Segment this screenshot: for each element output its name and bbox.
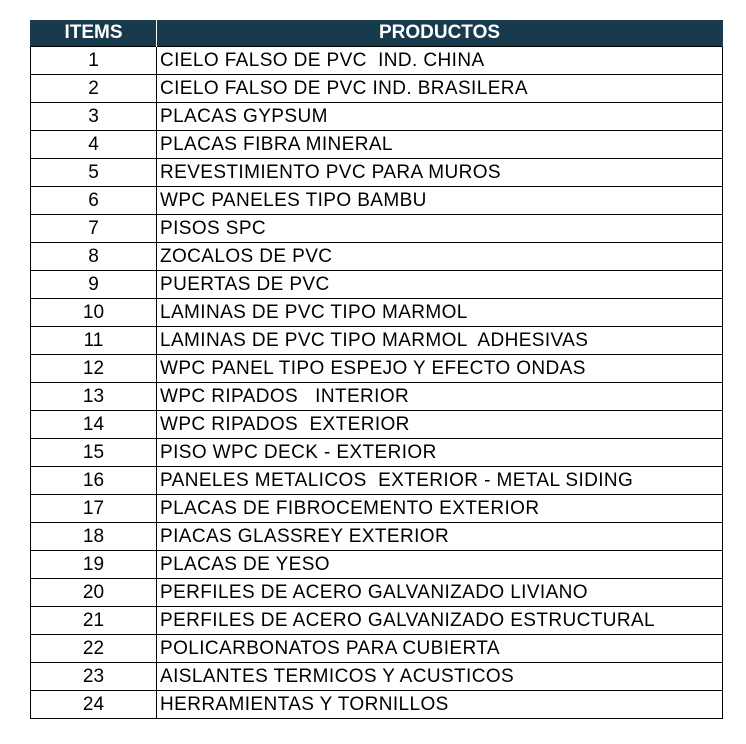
item-number-cell: 7 — [31, 215, 157, 243]
item-number-cell: 19 — [31, 551, 157, 579]
table-row — [31, 467, 723, 495]
product-name-cell: REVESTIMIENTO PVC PARA MUROS — [157, 159, 723, 187]
item-number-cell: 22 — [31, 635, 157, 663]
products-table — [30, 20, 723, 719]
product-name-cell: PLACAS GYPSUM — [157, 103, 723, 131]
table-row — [31, 159, 723, 187]
item-number-cell: 10 — [31, 299, 157, 327]
header-row — [31, 20, 723, 47]
table-row — [31, 355, 723, 383]
item-number-cell: 5 — [31, 159, 157, 187]
table-row — [31, 243, 723, 271]
table-row — [31, 131, 723, 159]
table-row — [31, 75, 723, 103]
item-number-cell: 18 — [31, 523, 157, 551]
table-row — [31, 103, 723, 131]
product-name-cell: PIACAS GLASSREY EXTERIOR — [157, 523, 723, 551]
items-column-header: ITEMS — [31, 20, 157, 47]
table-row — [31, 411, 723, 439]
table-row — [31, 551, 723, 579]
item-number-cell: 21 — [31, 607, 157, 635]
product-name-cell: POLICARBONATOS PARA CUBIERTA — [157, 635, 723, 663]
item-number-cell: 4 — [31, 131, 157, 159]
product-name-cell: WPC RIPADOS INTERIOR — [157, 383, 723, 411]
item-number-cell: 3 — [31, 103, 157, 131]
product-name-cell: CIELO FALSO DE PVC IND. BRASILERA — [157, 75, 723, 103]
item-number-cell: 15 — [31, 439, 157, 467]
table-row — [31, 383, 723, 411]
item-number-cell: 9 — [31, 271, 157, 299]
table-row — [31, 607, 723, 635]
table-row — [31, 691, 723, 719]
table-row — [31, 271, 723, 299]
item-number-cell: 2 — [31, 75, 157, 103]
product-name-cell: ZOCALOS DE PVC — [157, 243, 723, 271]
products-column-header: PRODUCTOS — [157, 20, 723, 47]
table-body — [31, 47, 723, 719]
table-row — [31, 439, 723, 467]
product-name-cell: PERFILES DE ACERO GALVANIZADO ESTRUCTURAL — [157, 607, 723, 635]
item-number-cell: 12 — [31, 355, 157, 383]
product-name-cell: AISLANTES TERMICOS Y ACUSTICOS — [157, 663, 723, 691]
item-number-cell: 23 — [31, 663, 157, 691]
item-number-cell: 6 — [31, 187, 157, 215]
table-row — [31, 663, 723, 691]
product-name-cell: PLACAS DE YESO — [157, 551, 723, 579]
table-row — [31, 635, 723, 663]
table-row — [31, 495, 723, 523]
product-name-cell: PANELES METALICOS EXTERIOR - METAL SIDING — [157, 467, 723, 495]
table-row — [31, 523, 723, 551]
table-row — [31, 579, 723, 607]
product-name-cell: LAMINAS DE PVC TIPO MARMOL — [157, 299, 723, 327]
item-number-cell: 20 — [31, 579, 157, 607]
item-number-cell: 24 — [31, 691, 157, 719]
table-header — [31, 20, 723, 47]
product-name-cell: PERFILES DE ACERO GALVANIZADO LIVIANO — [157, 579, 723, 607]
product-name-cell: PISO WPC DECK - EXTERIOR — [157, 439, 723, 467]
product-name-cell: HERRAMIENTAS Y TORNILLOS — [157, 691, 723, 719]
product-name-cell: WPC PANEL TIPO ESPEJO Y EFECTO ONDAS — [157, 355, 723, 383]
item-number-cell: 11 — [31, 327, 157, 355]
product-name-cell: LAMINAS DE PVC TIPO MARMOL ADHESIVAS — [157, 327, 723, 355]
item-number-cell: 8 — [31, 243, 157, 271]
item-number-cell: 13 — [31, 383, 157, 411]
table-row — [31, 327, 723, 355]
product-name-cell: WPC RIPADOS EXTERIOR — [157, 411, 723, 439]
table-row — [31, 215, 723, 243]
product-name-cell: PUERTAS DE PVC — [157, 271, 723, 299]
item-number-cell: 16 — [31, 467, 157, 495]
product-name-cell: PISOS SPC — [157, 215, 723, 243]
item-number-cell: 17 — [31, 495, 157, 523]
product-name-cell: CIELO FALSO DE PVC IND. CHINA — [157, 47, 723, 75]
product-name-cell: PLACAS FIBRA MINERAL — [157, 131, 723, 159]
product-name-cell: PLACAS DE FIBROCEMENTO EXTERIOR — [157, 495, 723, 523]
table-row — [31, 187, 723, 215]
products-table-container — [30, 20, 722, 719]
item-number-cell: 14 — [31, 411, 157, 439]
table-row — [31, 299, 723, 327]
table-row — [31, 47, 723, 75]
item-number-cell: 1 — [31, 47, 157, 75]
product-name-cell: WPC PANELES TIPO BAMBU — [157, 187, 723, 215]
